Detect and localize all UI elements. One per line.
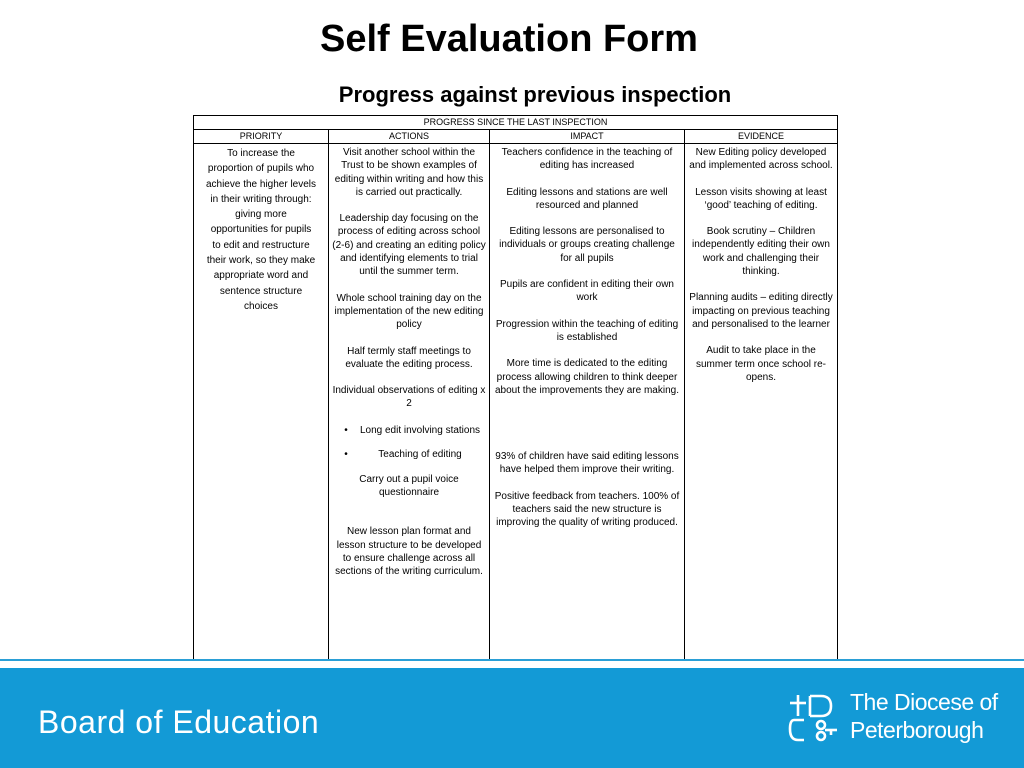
page-title: Self Evaluation Form: [320, 18, 698, 60]
impact-text: 93% of children have said editing lessons have helped them improve their writing.: [495, 451, 679, 476]
bullet-text: Teaching of editing: [378, 448, 462, 460]
evidence-text: Lesson visits showing at least ‘good’ teaching of editing.: [695, 186, 827, 211]
actions-cell: [329, 144, 490, 660]
action-text: New lesson plan format and lesson structure to be developed to ensure challenge across all sections of the writing curriculum.: [335, 526, 483, 578]
page-subtitle: Progress against previous inspection: [338, 82, 732, 107]
impact-text: Pupils are confident in editing their own work: [500, 279, 674, 304]
priority-line: giving more: [235, 209, 287, 221]
action-bullet: [329, 423, 489, 438]
bullet-text: Long edit involving stations: [359, 424, 481, 436]
action-text: Whole school training day on the implementation of the new editing policy: [334, 292, 484, 331]
evidence-text: New Editing policy developed and implemented across school.: [689, 147, 833, 172]
impact-text: Editing lessons are personalised to individuals or groups creating challenge for all pupils: [499, 226, 675, 264]
action-bullet: [329, 447, 489, 462]
impact-text: Editing lessons and stations are well resourced and planned: [506, 186, 668, 211]
priority-line: appropriate word and: [213, 270, 309, 282]
column-header-impact: IMPACT: [490, 130, 685, 143]
evaluation-table: [193, 115, 838, 660]
column-header-evidence: EVIDENCE: [737, 131, 784, 141]
evidence-text: Audit to take place in the summer term once school re-opens.: [695, 345, 827, 383]
priority-line: To increase the: [227, 148, 295, 159]
action-text: Half termly staff meetings to evaluate the editing process.: [345, 345, 473, 370]
table-group-header: PROGRESS SINCE THE LAST INSPECTION: [194, 116, 837, 130]
priority-line: opportunities for pupils: [210, 224, 312, 236]
priority-line: achieve the higher levels: [205, 178, 317, 190]
board-of-education-label: Board of Education: [38, 704, 320, 740]
priority-line: choices: [244, 300, 278, 312]
impact-text: Positive feedback from teachers. 100% of teachers said the new structure is improving the quality of writing produced.: [494, 490, 680, 529]
diocese-name-line2: Peterborough: [850, 717, 984, 743]
diocese-name: [850, 688, 998, 744]
priority-line: their work, so they make: [206, 255, 316, 267]
action-text: Visit another school within the Trust to be shown examples of editing within writing and how this is carried out practically.: [334, 147, 484, 198]
column-header-priority: PRIORITY: [194, 130, 329, 143]
footer-banner: [0, 668, 1024, 768]
table-column-headers: [194, 130, 837, 144]
impact-cell: [490, 144, 685, 660]
priority-line: proportion of pupils who: [207, 163, 315, 175]
priority-cell: [194, 144, 329, 660]
evidence-text: Planning audits – editing directly impacting on previous teaching and personalised to the learner: [689, 292, 833, 330]
priority-line: sentence structure: [219, 285, 303, 297]
action-text: Leadership day focusing on the process of editing across school (2-6) and creating an editing policy and identifying elements to trial until the summer term.: [332, 213, 486, 278]
column-header-actions: ACTIONS: [329, 130, 490, 143]
priority-line: in their writing through:: [210, 193, 312, 205]
bullet-dot-icon: •: [344, 448, 348, 460]
action-text: Individual observations of editing x 2: [332, 385, 486, 410]
action-text: Carry out a pupil voice questionnaire: [359, 473, 459, 499]
evidence-cell: [685, 144, 837, 660]
impact-text: Teachers confidence in the teaching of editing has increased: [501, 147, 673, 172]
impact-text: More time is dedicated to the editing process allowing children to think deeper about the improvements they are making.: [495, 358, 679, 396]
diocese-name-line1: The Diocese of: [850, 689, 998, 715]
diocese-logo-icon: [788, 692, 840, 744]
evidence-text: Book scrutiny – Children independently editing their own work and challenging their thinking.: [692, 226, 830, 278]
bullet-dot-icon: •: [344, 424, 348, 436]
footer-divider: [0, 659, 1024, 661]
impact-text: Progression within the teaching of editing is established: [495, 318, 679, 343]
priority-line: to edit and restructure: [212, 239, 310, 251]
table-body: [194, 144, 837, 660]
